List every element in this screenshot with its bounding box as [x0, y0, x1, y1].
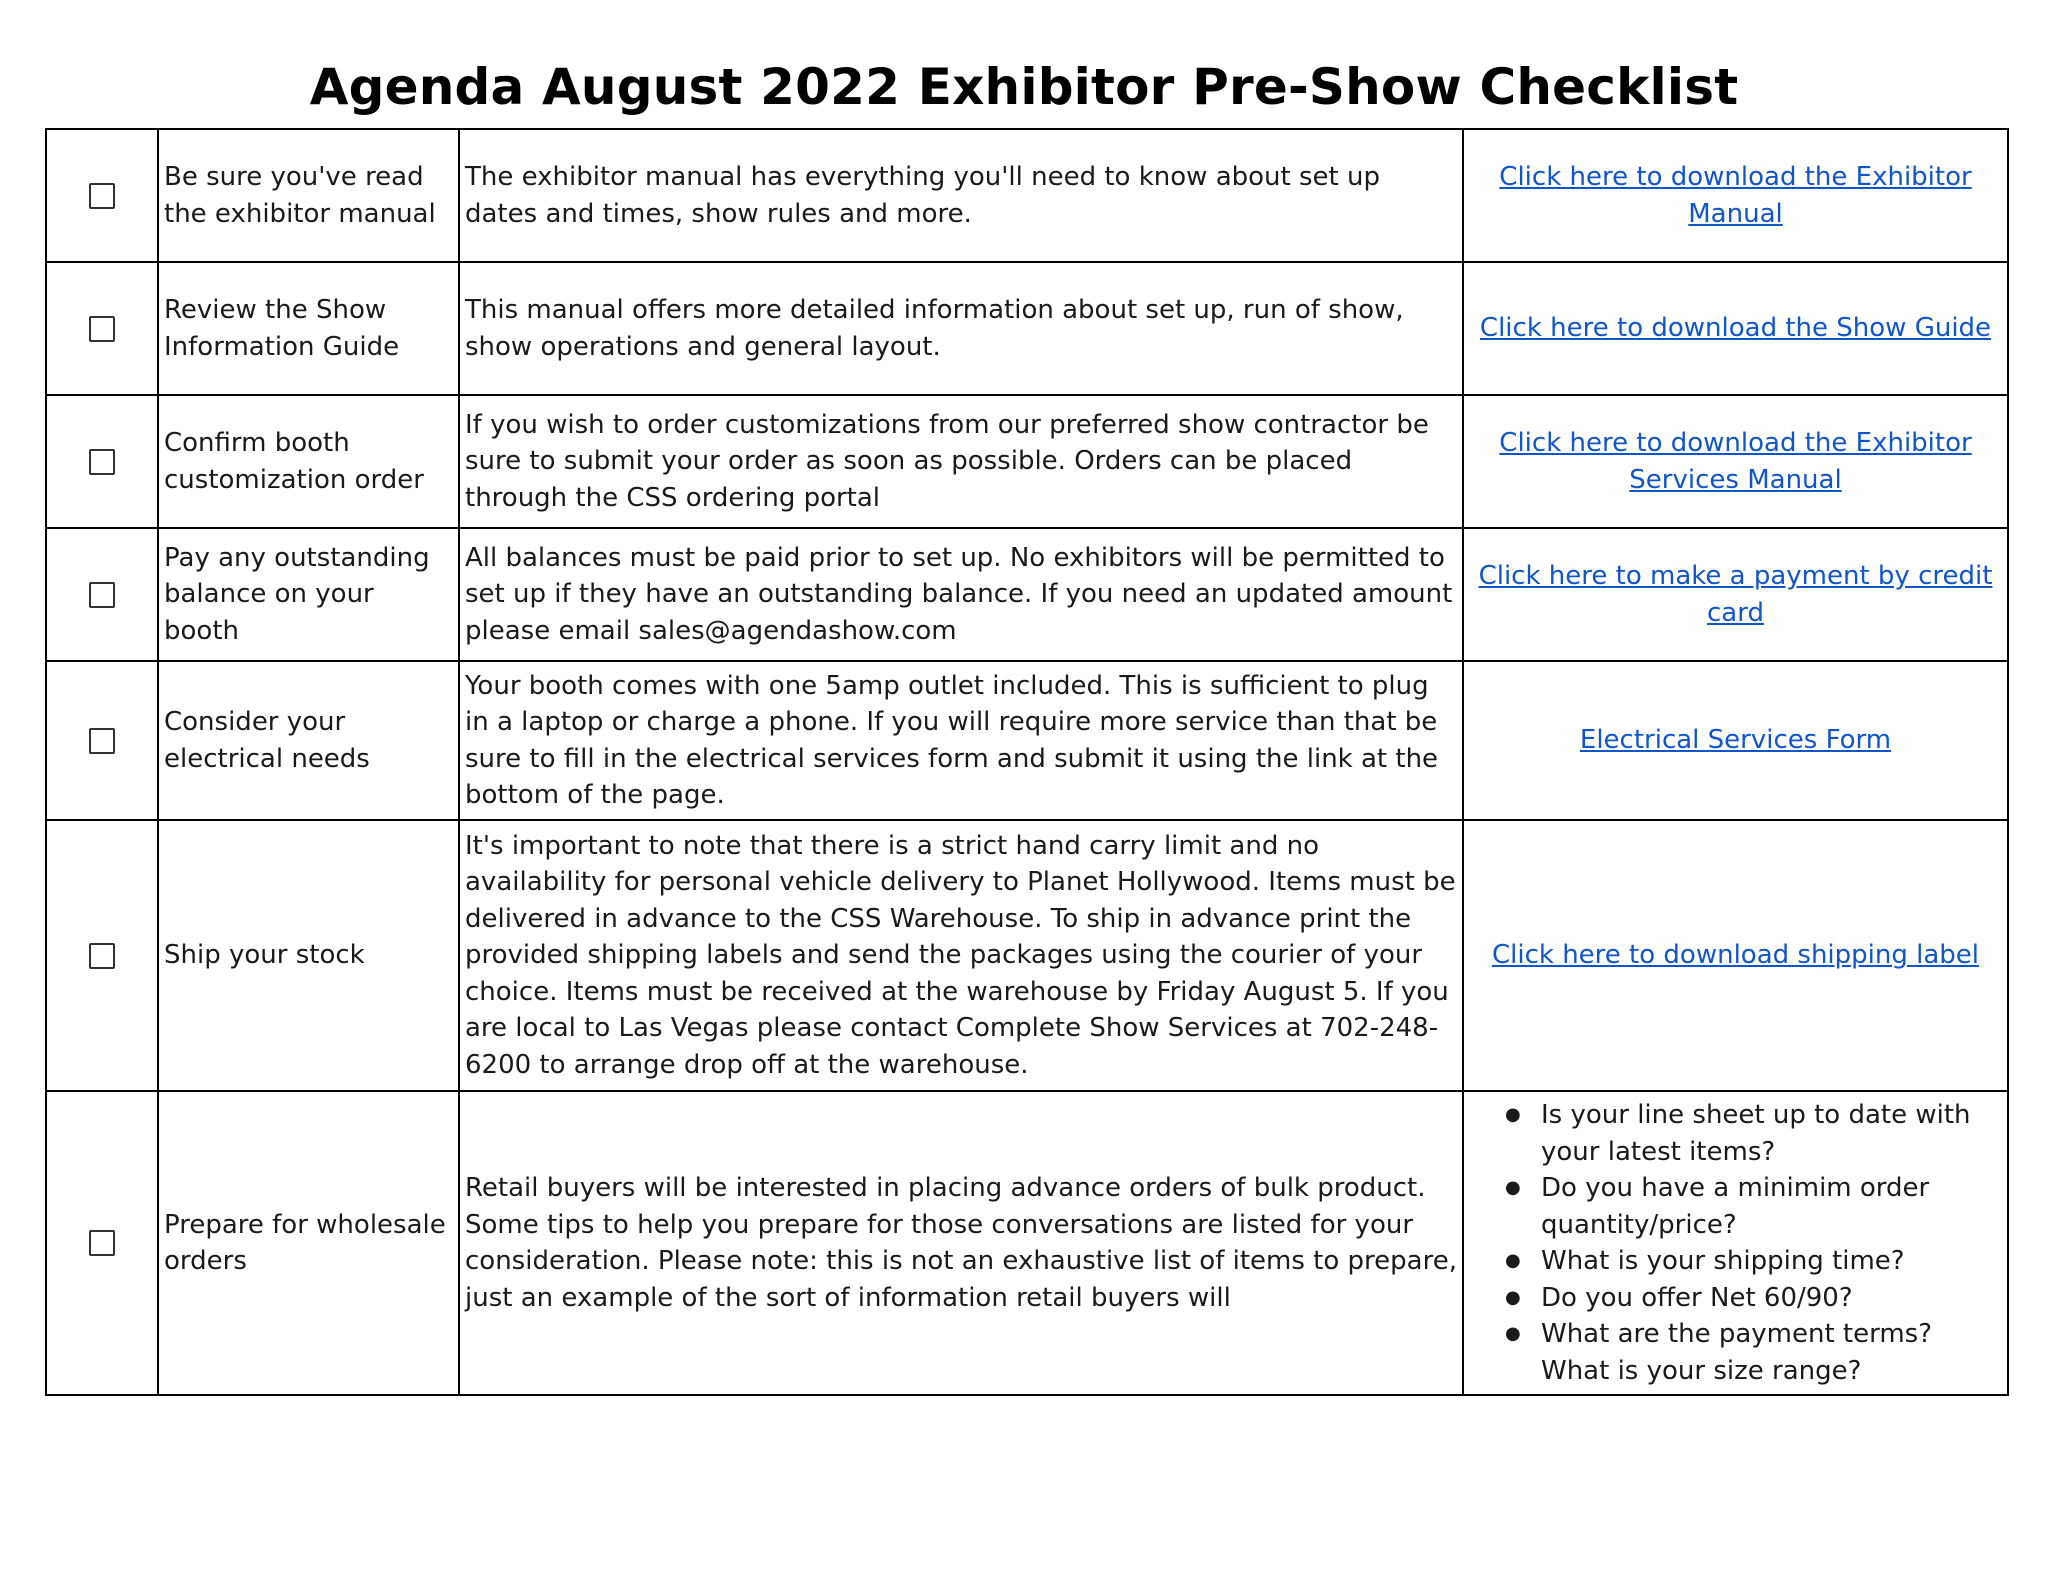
task-label: Pay any outstanding balance on your booth — [158, 528, 459, 661]
task-description: All balances must be paid prior to set up. No exhibitors will be permitted to set up if they have an outstanding balance. If you need an updated amount please email sales@agendashow.com — [459, 528, 1463, 661]
checkbox-shipping[interactable] — [89, 943, 115, 969]
task-label: Confirm booth customization order — [158, 395, 459, 528]
task-description: If you wish to order customizations from our preferred show contractor be sure to submit your order as soon as possible. Orders can be placed through the CSS ordering portal — [459, 395, 1463, 528]
tips-cell — [1463, 1091, 2008, 1395]
electrical-form-link[interactable]: Electrical Services Form — [1579, 725, 1892, 756]
checkbox-cell — [46, 262, 158, 395]
table-row — [46, 262, 2008, 395]
checkbox-wholesale[interactable] — [89, 1230, 115, 1256]
task-description: Retail buyers will be interested in placing advance orders of bulk product. Some tips to help you prepare for those conversations are listed for your consideration. Please note: this is not an exhaustive list of items to prepare, just an example of the sort of information retail buyers will — [459, 1091, 1463, 1395]
show-guide-link[interactable]: Click here to download the Show Guide — [1479, 313, 1992, 344]
table-row — [46, 395, 2008, 528]
checkbox-cell — [46, 1091, 158, 1395]
tips-list — [1469, 1097, 2002, 1389]
list-item: ● Do you have a minimim order quantity/price? — [1505, 1170, 2002, 1243]
checkbox-booth-customization[interactable] — [89, 449, 115, 475]
shipping-label-link[interactable]: Click here to download shipping label — [1491, 940, 1980, 971]
payment-link[interactable]: Click here to make a payment by credit card — [1478, 561, 1993, 628]
task-description: The exhibitor manual has everything you'll need to know about set up dates and times, show rules and more. — [459, 129, 1463, 262]
link-cell — [1463, 395, 2008, 528]
exhibitor-manual-link[interactable]: Click here to download the Exhibitor Manual — [1499, 162, 1972, 229]
task-label: Ship your stock — [158, 820, 459, 1091]
table-row — [46, 820, 2008, 1091]
link-cell — [1463, 820, 2008, 1091]
checkbox-cell — [46, 129, 158, 262]
task-description: It's important to note that there is a strict hand carry limit and no availability for personal vehicle delivery to Planet Hollywood. Items must be delivered in advance to the CSS Warehouse. To ship in advance print the provided shipping labels and send the packages using the courier of your choice. Items must be received at the warehouse by Friday August 5. If you are local to Las Vegas please contact Complete Show Services at 702-248-6200 to arrange drop off at the warehouse. — [459, 820, 1463, 1091]
table-row — [46, 528, 2008, 661]
services-manual-link[interactable]: Click here to download the Exhibitor Services Manual — [1499, 428, 1972, 495]
checkbox-cell — [46, 820, 158, 1091]
checkbox-electrical[interactable] — [89, 728, 115, 754]
checkbox-manual[interactable] — [89, 183, 115, 209]
task-description: Your booth comes with one 5amp outlet included. This is sufficient to plug in a laptop or charge a phone. If you will require more service than that be sure to fill in the electrical services form and submit it using the link at the bottom of the page. — [459, 661, 1463, 820]
task-label: Review the Show Information Guide — [158, 262, 459, 395]
task-label: Prepare for wholesale orders — [158, 1091, 459, 1395]
link-cell — [1463, 661, 2008, 820]
list-item: ● Do you offer Net 60/90? — [1505, 1280, 2002, 1317]
checkbox-show-guide[interactable] — [89, 316, 115, 342]
checkbox-cell — [46, 661, 158, 820]
list-item: ● What is your shipping time? — [1505, 1243, 2002, 1280]
table-row — [46, 661, 2008, 820]
task-label: Be sure you've read the exhibitor manual — [158, 129, 459, 262]
link-cell — [1463, 129, 2008, 262]
table-row — [46, 1091, 2008, 1395]
checklist-table — [45, 128, 2009, 1396]
list-item: ● What are the payment terms? What is your size range? — [1505, 1316, 2002, 1389]
link-cell — [1463, 262, 2008, 395]
checkbox-balance[interactable] — [89, 582, 115, 608]
table-row — [46, 129, 2008, 262]
list-item: ● Is your line sheet up to date with your latest items? — [1505, 1097, 2002, 1170]
checkbox-cell — [46, 528, 158, 661]
task-label: Consider your electrical needs — [158, 661, 459, 820]
checkbox-cell — [46, 395, 158, 528]
task-description: This manual offers more detailed information about set up, run of show, show operations and general layout. — [459, 262, 1463, 395]
link-cell — [1463, 528, 2008, 661]
page-title: Agenda August 2022 Exhibitor Pre-Show Checklist — [309, 58, 1739, 116]
